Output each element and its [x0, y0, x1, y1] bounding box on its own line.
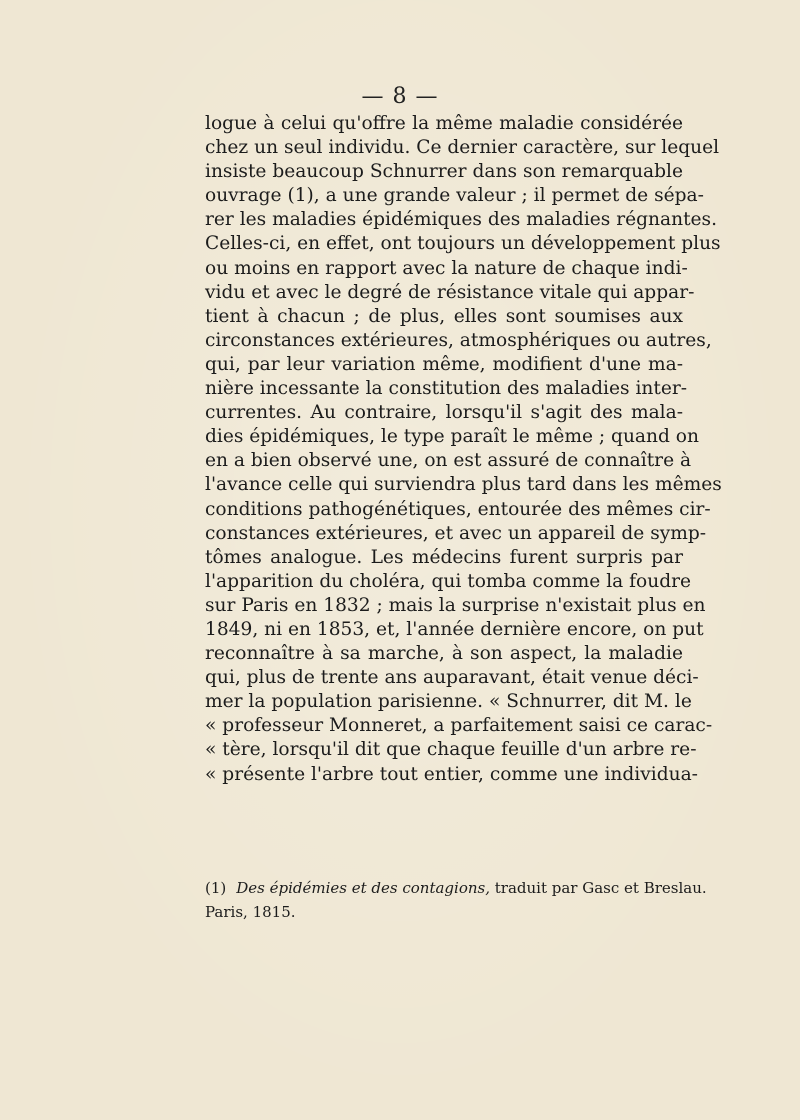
- text-line: logue à celui qu'offre la même maladie considérée: [205, 113, 683, 134]
- text-line: sur Paris en 1832 ; mais la surprise n'existait plus en: [205, 594, 706, 616]
- text-line: circonstances extérieures, atmosphériques ou autres,: [205, 329, 712, 351]
- text-line: « présente l'arbre tout entier, comme une individua-: [205, 763, 698, 785]
- text-line: tient à chacun ; de plus, elles sont soumises aux: [205, 305, 683, 327]
- footnote-title: Des épidémies et des contagions,: [236, 879, 490, 897]
- text-line: 1849, ni en 1853, et, l'année dernière encore, on put: [205, 618, 704, 640]
- footnote-rest: traduit par Gasc et Breslau.: [494, 879, 707, 897]
- text-line: currentes. Au contraire, lorsqu'il s'agit des mala-: [205, 402, 683, 424]
- text-line: insiste beaucoup Schnurrer dans son remarquable: [205, 161, 683, 183]
- text-line: l'apparition du choléra, qui tomba comme la foudre: [205, 570, 691, 592]
- page-number: — 8 —: [361, 84, 439, 109]
- footnote-line: Paris, 1815.: [205, 903, 296, 921]
- text-line: « professeur Monneret, a parfaitement saisi ce carac-: [205, 715, 713, 737]
- text-line: reconnaître à sa marche, à son aspect, la maladie: [205, 643, 683, 665]
- text-line: conditions pathogénétiques, entourée des mêmes cir-: [205, 498, 711, 520]
- text-line: mer la population parisienne. « Schnurrer, dit M. le: [205, 691, 692, 713]
- footnote-marker: (1): [205, 879, 227, 897]
- text-line: rer les maladies épidémiques des maladies régnantes.: [205, 209, 717, 231]
- text-line: qui, par leur variation même, modifient d'une ma-: [205, 353, 683, 375]
- text-line: « tère, lorsqu'il dit que chaque feuille d'un arbre re-: [205, 739, 697, 761]
- footnote: [205, 876, 707, 924]
- text-line: qui, plus de trente ans auparavant, était venue déci-: [205, 667, 699, 689]
- text-line: dies épidémiques, le type paraît le même ; quand on: [205, 426, 699, 448]
- text-line: l'avance celle qui surviendra plus tard dans les mêmes: [205, 474, 722, 496]
- text-line: vidu et avec le degré de résistance vitale qui appar-: [205, 281, 695, 303]
- footnote-line: [205, 876, 707, 900]
- text-line: nière incessante la constitution des maladies inter-: [205, 378, 688, 400]
- text-line: ou moins en rapport avec la nature de chaque indi-: [205, 257, 688, 279]
- body-text: [205, 112, 722, 787]
- text-line: chez un seul individu. Ce dernier caractère, sur lequel: [205, 137, 720, 159]
- text-line: tômes analogue. Les médecins furent surpris par: [205, 546, 683, 568]
- text-line: ouvrage (1), a une grande valeur ; il permet de sépa-: [205, 185, 704, 207]
- text-line: en a bien observé une, on est assuré de connaître à: [205, 450, 692, 472]
- text-line: constances extérieures, et avec un appareil de symp-: [205, 522, 707, 544]
- text-line: Celles-ci, en effet, ont toujours un développement plus: [205, 233, 721, 255]
